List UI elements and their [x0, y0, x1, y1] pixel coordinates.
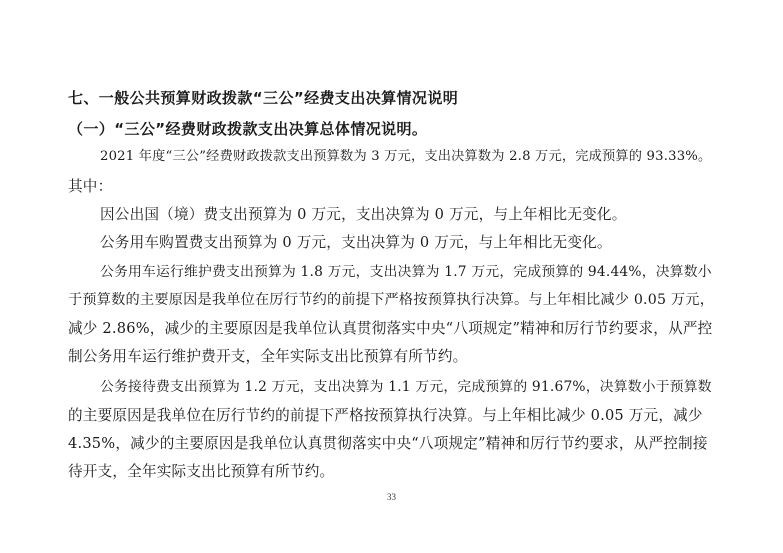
- paragraph-reception-line-2: 的主要原因是我单位在厉行节约的前提下严格按预算执行决算。与上年相比减少 0.05 万元，减少: [68, 407, 703, 424]
- paragraph-vehicle-operation-line-1: 公务用车运行维护费支出预算为 1.8 万元，支出决算为 1.7 万元，完成预算的 94.44%，决算数小: [100, 264, 712, 280]
- paragraph-reception-line-1: 公务接待费支出预算为 1.2 万元，支出决算为 1.1 万元，完成预算的 91.67%，决算数小于预算数: [100, 379, 712, 395]
- paragraph-vehicle-operation-line-3: 减少 2.86%，减少的主要原因是我单位认真贯彻落实中央“八项规定”精神和厉行节约要求，从严控: [68, 320, 713, 337]
- paragraph-total-line-1: 2021 年度“三公”经费财政拨款支出预算数为 3 万元，支出决算数为 2.8 万元，完成预算的 93.33%。: [100, 149, 712, 164]
- paragraph-reception-line-3: 4.35%，减少的主要原因是我单位认真贯彻落实中央“八项规定”精神和厉行节约要求，从严控制接: [68, 435, 708, 452]
- paragraph-total-line-2: 其中：: [68, 178, 113, 195]
- paragraph-reception-line-4: 待开支，全年实际支出比预算有所节约。: [68, 463, 335, 480]
- paragraph-vehicle-purchase: 公务用车购置费支出预算为 0 万元，支出决算为 0 万元，与上年相比无变化。: [100, 234, 612, 251]
- subsection-heading: （一）“三公”经费财政拨款支出决算总体情况说明。: [68, 120, 428, 138]
- paragraph-vehicle-operation-line-2: 于预算数的主要原因是我单位在厉行节约的前提下严格按预算执行决算。与上年相比减少 0.05 万元，: [68, 292, 715, 308]
- section-heading: 七、一般公共预算财政拨款“三公”经费支出决算情况说明: [68, 89, 459, 107]
- paragraph-vehicle-operation-line-4: 制公务用车运行维护费开支，全年实际支出比预算有所节约。: [68, 348, 468, 365]
- paragraph-overseas-travel: 因公出国（境）费支出预算为 0 万元，支出决算为 0 万元，与上年相比无变化。: [100, 206, 627, 223]
- page-number: 33: [387, 492, 396, 502]
